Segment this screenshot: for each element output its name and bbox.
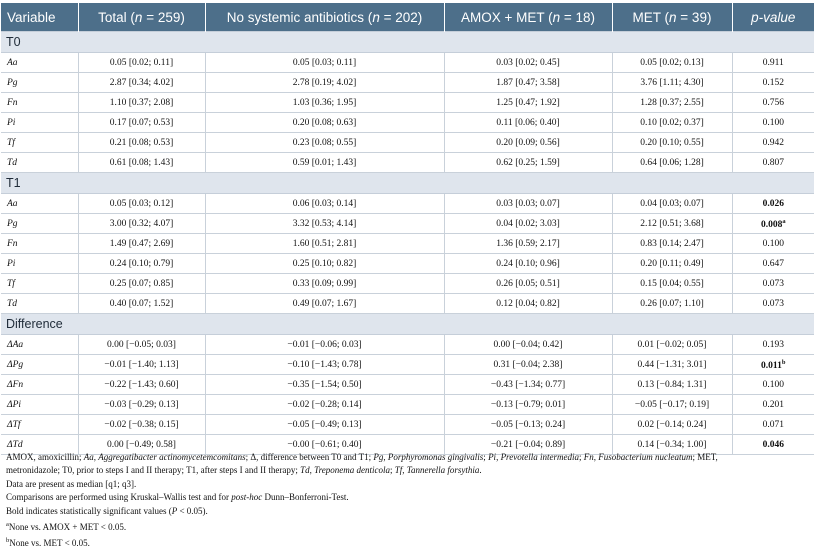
cell-p-value xyxy=(732,375,814,395)
cell-amox-met: −0.13 [−0.79; 0.01] xyxy=(444,395,612,415)
cell-p-value xyxy=(732,274,814,294)
footnote-segment: Fusobacterium nucleatum xyxy=(598,452,693,462)
footnote-segment: ; MET, xyxy=(692,452,718,462)
cell-no-systemic: −0.01 [−0.06; 0.03] xyxy=(205,335,444,355)
cell-met: 0.14 [−0.34; 1.00] xyxy=(612,435,732,455)
section-label: T1 xyxy=(1,173,814,194)
table-row xyxy=(1,73,814,93)
footnote-segment: Treponema denticola xyxy=(314,465,391,476)
cell-p-value xyxy=(732,415,814,435)
cell-total: 2.87 [0.34; 4.02] xyxy=(78,73,205,93)
cell-no-systemic: −0.35 [−1.54; 0.50] xyxy=(205,375,444,395)
cell-variable: ΔPg xyxy=(1,355,78,375)
cell-variable: ΔPi xyxy=(1,395,78,415)
cell-no-systemic: 3.32 [0.53; 4.14] xyxy=(205,214,444,234)
table-row xyxy=(1,214,814,234)
cell-met: 0.01 [−0.02; 0.05] xyxy=(612,335,732,355)
cell-met: 3.76 [1.11; 4.30] xyxy=(612,73,732,93)
cell-no-systemic: 0.23 [0.08; 0.55] xyxy=(205,133,444,153)
cell-total: 0.21 [0.08; 0.53] xyxy=(78,133,205,153)
section-row-t0 xyxy=(1,32,814,53)
cell-variable: Td xyxy=(1,294,78,314)
cell-p-value xyxy=(732,355,814,375)
table-row xyxy=(1,395,814,415)
cell-total: 0.00 [−0.05; 0.03] xyxy=(78,335,205,355)
cell-met: 0.44 [−1.31; 3.01] xyxy=(612,355,732,375)
cell-amox-met: 0.12 [0.04; 0.82] xyxy=(444,294,612,314)
cell-total: 0.17 [0.07; 0.53] xyxy=(78,113,205,133)
cell-variable: ΔTf xyxy=(1,415,78,435)
footnote-segment: . xyxy=(479,465,482,476)
table-row xyxy=(1,194,814,214)
cell-total: −0.02 [−0.38; 0.15] xyxy=(78,415,205,435)
p-value-text: 0.073 xyxy=(762,278,784,289)
footnote-segment: Tf xyxy=(394,465,403,476)
footnote-segment: Porphyromonas gingivalis xyxy=(387,452,484,462)
cell-amox-met: −0.43 [−1.34; 0.77] xyxy=(444,375,612,395)
cell-met: 0.64 [0.06; 1.28] xyxy=(612,153,732,173)
cell-amox-met: 0.03 [0.03; 0.07] xyxy=(444,194,612,214)
cell-variable: ΔTd xyxy=(1,435,78,455)
cell-no-systemic: 0.05 [0.03; 0.11] xyxy=(205,53,444,73)
cell-total: 0.25 [0.07; 0.85] xyxy=(78,274,205,294)
header-amox-met: AMOX + MET (n = 18) xyxy=(444,3,612,32)
cell-amox-met: 0.11 [0.06; 0.40] xyxy=(444,113,612,133)
p-value-text: 0.152 xyxy=(762,77,784,88)
cell-amox-met: 1.25 [0.47; 1.92] xyxy=(444,93,612,113)
p-value-text: 0.193 xyxy=(762,339,784,350)
table-row xyxy=(1,274,814,294)
median-note: Data are present as median [q1; q3]. xyxy=(6,478,137,489)
cell-no-systemic: −0.00 [−0.61; 0.40] xyxy=(205,435,444,455)
p-value-text: 0.942 xyxy=(762,137,784,148)
cell-variable: Aa xyxy=(1,53,78,73)
cell-variable: ΔAa xyxy=(1,335,78,355)
table-row xyxy=(1,254,814,274)
p-value-text: 0.071 xyxy=(762,419,784,430)
p-value-text: 0.911 xyxy=(762,57,784,68)
header-total: Total (n = 259) xyxy=(78,3,205,32)
cell-total: −0.03 [−0.29; 0.13] xyxy=(78,395,205,415)
cell-p-value xyxy=(732,214,814,234)
cell-variable: Fn xyxy=(1,234,78,254)
cell-no-systemic: 0.25 [0.10; 0.82] xyxy=(205,254,444,274)
cell-p-value xyxy=(732,133,814,153)
cell-p-value xyxy=(732,335,814,355)
cell-total: 0.24 [0.10; 0.79] xyxy=(78,254,205,274)
section-row-t1 xyxy=(1,173,814,194)
cell-no-systemic: 0.20 [0.08; 0.63] xyxy=(205,113,444,133)
section-label: T0 xyxy=(1,32,814,53)
table-row xyxy=(1,153,814,173)
cell-amox-met: 0.62 [0.25; 1.59] xyxy=(444,153,612,173)
cell-variable: ΔFn xyxy=(1,375,78,395)
cell-met: 0.20 [0.11; 0.49] xyxy=(612,254,732,274)
table-row xyxy=(1,355,814,375)
p-value-text: 0.011 xyxy=(761,360,782,371)
footnote-segment: , xyxy=(383,452,388,462)
p-value-text: 0.807 xyxy=(762,157,784,168)
cell-met: 0.02 [−0.14; 0.24] xyxy=(612,415,732,435)
footnote-segment: Tannerella forsythia xyxy=(406,465,480,476)
cell-met: 2.12 [0.51; 3.68] xyxy=(612,214,732,234)
footnote-segment: ; Δ, difference between T0 and T1; xyxy=(245,452,374,462)
cell-amox-met: 0.26 [0.05; 0.51] xyxy=(444,274,612,294)
cell-total: 0.40 [0.07; 1.52] xyxy=(78,294,205,314)
footnote-segment: AMOX, amoxicillin; xyxy=(6,452,84,462)
cell-p-value xyxy=(732,234,814,254)
cell-amox-met: 0.00 [−0.04; 0.42] xyxy=(444,335,612,355)
table-row xyxy=(1,375,814,395)
cell-amox-met: 1.87 [0.47; 3.58] xyxy=(444,73,612,93)
cell-met: 0.04 [0.03; 0.07] xyxy=(612,194,732,214)
footnote-segment: ; xyxy=(578,452,584,462)
footnote-segment: , xyxy=(496,452,501,462)
abbreviations-line-2 xyxy=(6,464,812,477)
table-row xyxy=(1,133,814,153)
cell-amox-met: 0.03 [0.02; 0.45] xyxy=(444,53,612,73)
cell-no-systemic: 0.06 [0.03; 0.14] xyxy=(205,194,444,214)
cell-amox-met: 0.31 [−0.04; 2.38] xyxy=(444,355,612,375)
table-row xyxy=(1,415,814,435)
table-container xyxy=(1,3,814,455)
cell-variable: Fn xyxy=(1,93,78,113)
footnote-segment: , xyxy=(93,452,99,462)
cell-met: 0.10 [0.02; 0.37] xyxy=(612,113,732,133)
abbreviations-line-1 xyxy=(6,451,812,464)
cell-amox-met: −0.05 [−0.13; 0.24] xyxy=(444,415,612,435)
header-p-value: p-value xyxy=(732,3,814,32)
cell-met: 0.13 [−0.84; 1.31] xyxy=(612,375,732,395)
footnote-segment: , xyxy=(309,465,315,476)
cell-no-systemic: 2.78 [0.19; 4.02] xyxy=(205,73,444,93)
cell-met: 0.15 [0.04; 0.55] xyxy=(612,274,732,294)
footnote-segment: Aggregatibacter actinomycetemcomitans xyxy=(98,452,246,462)
cell-no-systemic: 0.33 [0.09; 0.99] xyxy=(205,274,444,294)
cell-met: 0.26 [0.07; 1.10] xyxy=(612,294,732,314)
cell-variable: Tf xyxy=(1,133,78,153)
footnote-segment: Prevotella intermedia xyxy=(500,452,579,462)
cell-amox-met: 0.04 [0.02; 3.03] xyxy=(444,214,612,234)
cell-met: 0.83 [0.14; 2.47] xyxy=(612,234,732,254)
cell-met: 1.28 [0.37; 2.55] xyxy=(612,93,732,113)
cell-no-systemic: −0.02 [−0.28; 0.14] xyxy=(205,395,444,415)
cell-no-systemic: −0.10 [−1.43; 0.78] xyxy=(205,355,444,375)
section-row-diff xyxy=(1,314,814,335)
table-row xyxy=(1,113,814,133)
cell-variable: Pg xyxy=(1,214,78,234)
p-value-text: 0.647 xyxy=(762,258,784,269)
footnote-segment: Pi xyxy=(488,452,497,462)
footnote-b: $^b$None vs. MET < 0.05. xyxy=(6,537,90,549)
cell-p-value xyxy=(732,194,814,214)
cell-total: 0.05 [0.02; 0.11] xyxy=(78,53,205,73)
header-no-systemic-antibiotics: No systemic antibiotics (n = 202) xyxy=(205,3,444,32)
cell-variable: Tf xyxy=(1,274,78,294)
cell-p-value xyxy=(732,113,814,133)
cell-met: −0.05 [−0.17; 0.19] xyxy=(612,395,732,415)
footnote-segment: Td xyxy=(300,465,310,476)
cell-variable: Pi xyxy=(1,254,78,274)
footnote-segment: ; xyxy=(390,465,395,476)
cell-total: 1.10 [0.37; 2.08] xyxy=(78,93,205,113)
cell-p-value xyxy=(732,73,814,93)
cell-p-value xyxy=(732,395,814,415)
footnote-segment: Aa xyxy=(83,452,94,462)
cell-total: 0.61 [0.08; 1.43] xyxy=(78,153,205,173)
cell-met: 0.20 [0.10; 0.55] xyxy=(612,133,732,153)
cell-variable: Aa xyxy=(1,194,78,214)
p-value-text: 0.026 xyxy=(762,198,784,209)
p-value-text: 0.756 xyxy=(762,97,784,108)
bold-note: Bold indicates statistically significant values (P < 0.05). xyxy=(6,505,208,516)
footnote-segment: ; xyxy=(483,452,489,462)
footnote-segment: metronidazole; T0, prior to steps I and II therapy; T1, after steps I and II therapy; xyxy=(6,465,301,476)
cell-amox-met: 0.24 [0.10; 0.96] xyxy=(444,254,612,274)
header-variable: Variable xyxy=(1,3,78,32)
cell-no-systemic: 0.59 [0.01; 1.43] xyxy=(205,153,444,173)
cell-total: 1.49 [0.47; 2.69] xyxy=(78,234,205,254)
cell-no-systemic: 1.03 [0.36; 1.95] xyxy=(205,93,444,113)
footnote-marker: b xyxy=(781,358,786,366)
footnote-a: $^a$None vs. AMOX + MET < 0.05. xyxy=(6,521,127,533)
footnote-segment: , xyxy=(593,452,599,462)
table-row xyxy=(1,335,814,355)
table-row xyxy=(1,294,814,314)
cell-no-systemic: 0.49 [0.07; 1.67] xyxy=(205,294,444,314)
cell-total: −0.22 [−1.43; 0.60] xyxy=(78,375,205,395)
cell-p-value xyxy=(732,93,814,113)
footnote-marker: a xyxy=(782,217,786,225)
p-value-text: 0.100 xyxy=(762,238,784,249)
p-value-text: 0.008 xyxy=(760,219,783,230)
footnote-segment: , xyxy=(402,465,407,476)
cell-variable: Pi xyxy=(1,113,78,133)
header-met: MET (n = 39) xyxy=(612,3,732,32)
section-label: Difference xyxy=(1,314,814,335)
results-table xyxy=(1,3,814,455)
cell-met: 0.05 [0.02; 0.13] xyxy=(612,53,732,73)
footnote-segment: Pg xyxy=(373,452,384,462)
table-row xyxy=(1,234,814,254)
cell-total: −0.01 [−1.40; 1.13] xyxy=(78,355,205,375)
cell-p-value xyxy=(732,153,814,173)
comparison-note: Comparisons are performed using Kruskal–Wallis test and for post-hoc Dunn–Bonferroni-Test. xyxy=(6,492,349,503)
cell-total: 3.00 [0.32; 4.07] xyxy=(78,214,205,234)
cell-amox-met: −0.21 [−0.04; 0.89] xyxy=(444,435,612,455)
cell-variable: Pg xyxy=(1,73,78,93)
cell-p-value xyxy=(732,254,814,274)
p-value-text: 0.100 xyxy=(762,379,784,390)
header-row xyxy=(1,3,814,32)
cell-amox-met: 1.36 [0.59; 2.17] xyxy=(444,234,612,254)
table-row xyxy=(1,93,814,113)
p-value-text: 0.073 xyxy=(762,298,784,309)
footnote-segment: Fn xyxy=(583,452,594,462)
cell-amox-met: 0.20 [0.09; 0.56] xyxy=(444,133,612,153)
cell-no-systemic: 1.60 [0.51; 2.81] xyxy=(205,234,444,254)
cell-no-systemic: −0.05 [−0.49; 0.13] xyxy=(205,415,444,435)
table-row xyxy=(1,53,814,73)
cell-p-value xyxy=(732,53,814,73)
cell-variable: Td xyxy=(1,153,78,173)
cell-total: 0.00 [−0.49; 0.58] xyxy=(78,435,205,455)
p-value-text: 0.201 xyxy=(762,399,784,410)
table-footnotes xyxy=(6,451,812,551)
p-value-text: 0.046 xyxy=(762,439,784,450)
cell-p-value xyxy=(732,294,814,314)
p-value-text: 0.100 xyxy=(762,117,784,128)
cell-total: 0.05 [0.03; 0.12] xyxy=(78,194,205,214)
